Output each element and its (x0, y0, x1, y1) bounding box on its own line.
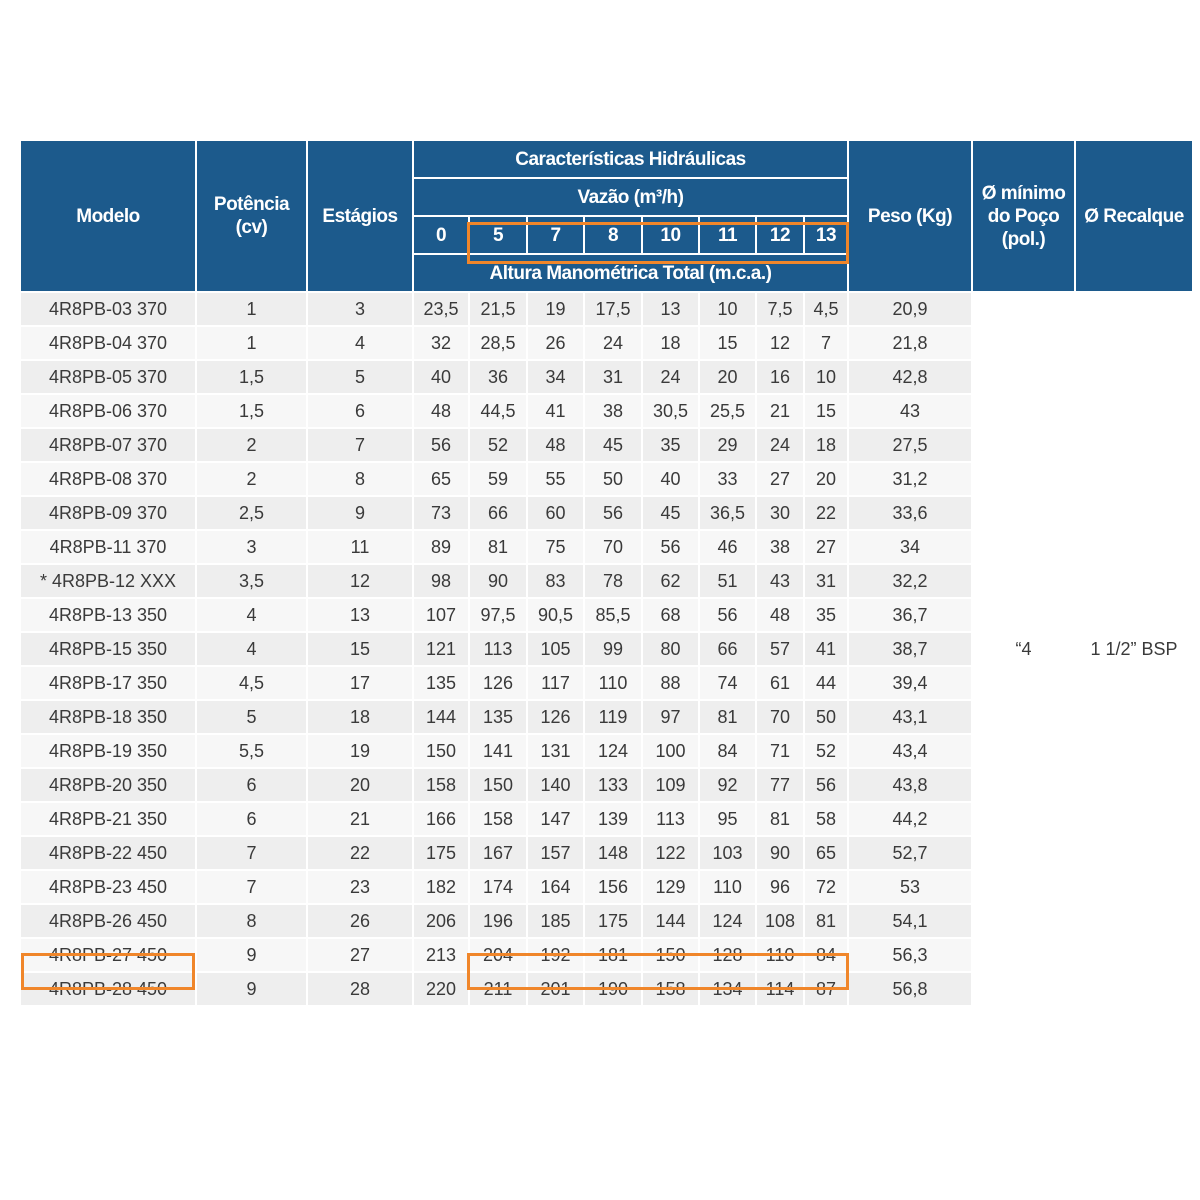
cell-head: 148 (584, 836, 642, 870)
cell-peso: 36,7 (848, 598, 972, 632)
cell-peso: 43,1 (848, 700, 972, 734)
cell-head: 109 (642, 768, 699, 802)
cell-head: 80 (642, 632, 699, 666)
cell-head: 20 (804, 462, 848, 496)
flow-header: 13 (804, 216, 848, 254)
cell-head: 150 (469, 768, 527, 802)
cell-head: 110 (699, 870, 756, 904)
cell-peso: 34 (848, 530, 972, 564)
cell-head: 21,5 (469, 292, 527, 326)
cell-head: 27 (756, 462, 804, 496)
cell-head: 96 (756, 870, 804, 904)
cell-head: 33 (699, 462, 756, 496)
cell-poco-minimo: “4 (972, 292, 1075, 1006)
cell-peso: 44,2 (848, 802, 972, 836)
cell-potencia: 5 (196, 700, 307, 734)
cell-potencia: 1 (196, 326, 307, 360)
cell-modelo: 4R8PB-15 350 (20, 632, 196, 666)
cell-estagios: 15 (307, 632, 413, 666)
cell-peso: 21,8 (848, 326, 972, 360)
cell-head: 56 (804, 768, 848, 802)
flow-header: 10 (642, 216, 699, 254)
cell-head: 133 (584, 768, 642, 802)
cell-potencia: 1 (196, 292, 307, 326)
cell-head: 29 (699, 428, 756, 462)
cell-head: 56 (699, 598, 756, 632)
header-potencia: Potência (cv) (196, 140, 307, 292)
cell-estagios: 28 (307, 972, 413, 1006)
cell-head: 26 (527, 326, 584, 360)
cell-head: 126 (469, 666, 527, 700)
cell-peso: 54,1 (848, 904, 972, 938)
cell-head: 144 (642, 904, 699, 938)
cell-head: 21 (756, 394, 804, 428)
cell-head: 135 (413, 666, 469, 700)
cell-head: 141 (469, 734, 527, 768)
cell-potencia: 4 (196, 598, 307, 632)
cell-head: 12 (756, 326, 804, 360)
cell-head: 32 (413, 326, 469, 360)
cell-potencia: 6 (196, 768, 307, 802)
cell-head: 78 (584, 564, 642, 598)
cell-head: 52 (469, 428, 527, 462)
cell-head: 41 (527, 394, 584, 428)
cell-head: 175 (584, 904, 642, 938)
cell-peso: 20,9 (848, 292, 972, 326)
cell-potencia: 4 (196, 632, 307, 666)
cell-head: 27 (804, 530, 848, 564)
cell-head: 46 (699, 530, 756, 564)
cell-head: 75 (527, 530, 584, 564)
cell-modelo: 4R8PB-17 350 (20, 666, 196, 700)
cell-head: 95 (699, 802, 756, 836)
cell-head: 90,5 (527, 598, 584, 632)
cell-potencia: 6 (196, 802, 307, 836)
cell-head: 206 (413, 904, 469, 938)
cell-head: 181 (584, 938, 642, 972)
cell-estagios: 21 (307, 802, 413, 836)
header-recalque: Ø Recalque (1075, 140, 1193, 292)
cell-estagios: 9 (307, 496, 413, 530)
cell-head: 192 (527, 938, 584, 972)
cell-head: 167 (469, 836, 527, 870)
cell-head: 62 (642, 564, 699, 598)
cell-head: 56 (584, 496, 642, 530)
cell-modelo: 4R8PB-27 450 (20, 938, 196, 972)
cell-head: 50 (804, 700, 848, 734)
header-peso: Peso (Kg) (848, 140, 972, 292)
cell-head: 48 (413, 394, 469, 428)
cell-head: 126 (527, 700, 584, 734)
cell-head: 58 (804, 802, 848, 836)
cell-modelo: 4R8PB-05 370 (20, 360, 196, 394)
cell-head: 28,5 (469, 326, 527, 360)
flow-header: 7 (527, 216, 584, 254)
cell-potencia: 7 (196, 836, 307, 870)
cell-peso: 31,2 (848, 462, 972, 496)
header-estagios: Estágios (307, 140, 413, 292)
cell-head: 40 (642, 462, 699, 496)
cell-head: 129 (642, 870, 699, 904)
cell-potencia: 1,5 (196, 394, 307, 428)
cell-head: 83 (527, 564, 584, 598)
cell-modelo: 4R8PB-11 370 (20, 530, 196, 564)
cell-head: 128 (699, 938, 756, 972)
cell-head: 24 (584, 326, 642, 360)
cell-modelo: 4R8PB-18 350 (20, 700, 196, 734)
cell-head: 81 (804, 904, 848, 938)
pump-spec-table (19, 139, 1194, 1007)
cell-head: 18 (804, 428, 848, 462)
cell-head: 10 (699, 292, 756, 326)
cell-head: 56 (413, 428, 469, 462)
cell-potencia: 3,5 (196, 564, 307, 598)
flow-header: 12 (756, 216, 804, 254)
cell-head: 36,5 (699, 496, 756, 530)
cell-head: 97,5 (469, 598, 527, 632)
cell-head: 57 (756, 632, 804, 666)
cell-head: 38 (756, 530, 804, 564)
cell-head: 44,5 (469, 394, 527, 428)
cell-estagios: 20 (307, 768, 413, 802)
cell-head: 10 (804, 360, 848, 394)
cell-head: 34 (527, 360, 584, 394)
cell-estagios: 19 (307, 734, 413, 768)
cell-peso: 56,8 (848, 972, 972, 1006)
cell-head: 35 (804, 598, 848, 632)
flow-header: 11 (699, 216, 756, 254)
cell-head: 56 (642, 530, 699, 564)
cell-head: 16 (756, 360, 804, 394)
cell-head: 35 (642, 428, 699, 462)
cell-modelo: 4R8PB-08 370 (20, 462, 196, 496)
cell-head: 65 (413, 462, 469, 496)
cell-head: 23,5 (413, 292, 469, 326)
cell-head: 144 (413, 700, 469, 734)
header-poco: Ø mínimo do Poço (pol.) (972, 140, 1075, 292)
flow-header: 5 (469, 216, 527, 254)
cell-head: 107 (413, 598, 469, 632)
flow-header: 0 (413, 216, 469, 254)
cell-head: 156 (584, 870, 642, 904)
cell-head: 100 (642, 734, 699, 768)
cell-head: 114 (756, 972, 804, 1006)
cell-head: 77 (756, 768, 804, 802)
cell-head: 121 (413, 632, 469, 666)
cell-head: 66 (699, 632, 756, 666)
cell-modelo: 4R8PB-09 370 (20, 496, 196, 530)
cell-head: 158 (469, 802, 527, 836)
cell-head: 175 (413, 836, 469, 870)
cell-peso: 43 (848, 394, 972, 428)
cell-head: 70 (584, 530, 642, 564)
cell-peso: 56,3 (848, 938, 972, 972)
cell-head: 36 (469, 360, 527, 394)
cell-head: 81 (469, 530, 527, 564)
cell-head: 139 (584, 802, 642, 836)
cell-potencia: 2 (196, 462, 307, 496)
cell-head: 61 (756, 666, 804, 700)
cell-head: 211 (469, 972, 527, 1006)
cell-head: 72 (804, 870, 848, 904)
cell-peso: 27,5 (848, 428, 972, 462)
cell-modelo: 4R8PB-07 370 (20, 428, 196, 462)
cell-head: 98 (413, 564, 469, 598)
cell-peso: 38,7 (848, 632, 972, 666)
cell-head: 110 (584, 666, 642, 700)
cell-head: 124 (699, 904, 756, 938)
cell-head: 158 (642, 972, 699, 1006)
cell-head: 48 (756, 598, 804, 632)
cell-head: 182 (413, 870, 469, 904)
cell-head: 122 (642, 836, 699, 870)
cell-head: 41 (804, 632, 848, 666)
cell-modelo: 4R8PB-22 450 (20, 836, 196, 870)
cell-head: 81 (699, 700, 756, 734)
table-row (20, 292, 1193, 326)
cell-head: 44 (804, 666, 848, 700)
cell-head: 157 (527, 836, 584, 870)
cell-head: 45 (584, 428, 642, 462)
cell-head: 88 (642, 666, 699, 700)
cell-head: 84 (804, 938, 848, 972)
cell-potencia: 5,5 (196, 734, 307, 768)
header-altura: Altura Manométrica Total (m.c.a.) (413, 254, 848, 292)
cell-head: 124 (584, 734, 642, 768)
cell-head: 43 (756, 564, 804, 598)
header-caracteristicas: Características Hidráulicas (413, 140, 848, 178)
cell-potencia: 9 (196, 938, 307, 972)
cell-peso: 39,4 (848, 666, 972, 700)
cell-head: 150 (642, 938, 699, 972)
cell-estagios: 3 (307, 292, 413, 326)
cell-peso: 52,7 (848, 836, 972, 870)
cell-modelo: 4R8PB-04 370 (20, 326, 196, 360)
cell-head: 201 (527, 972, 584, 1006)
cell-head: 220 (413, 972, 469, 1006)
cell-potencia: 4,5 (196, 666, 307, 700)
cell-head: 131 (527, 734, 584, 768)
cell-peso: 33,6 (848, 496, 972, 530)
cell-head: 213 (413, 938, 469, 972)
cell-head: 70 (756, 700, 804, 734)
cell-modelo: 4R8PB-26 450 (20, 904, 196, 938)
cell-peso: 42,8 (848, 360, 972, 394)
cell-head: 185 (527, 904, 584, 938)
cell-head: 4,5 (804, 292, 848, 326)
cell-head: 52 (804, 734, 848, 768)
cell-head: 60 (527, 496, 584, 530)
cell-modelo: 4R8PB-03 370 (20, 292, 196, 326)
cell-head: 73 (413, 496, 469, 530)
cell-estagios: 17 (307, 666, 413, 700)
cell-head: 135 (469, 700, 527, 734)
cell-head: 13 (642, 292, 699, 326)
cell-head: 204 (469, 938, 527, 972)
cell-estagios: 8 (307, 462, 413, 496)
cell-recalque: 1 1/2” BSP (1075, 292, 1193, 1006)
cell-head: 38 (584, 394, 642, 428)
cell-potencia: 2,5 (196, 496, 307, 530)
cell-peso: 43,8 (848, 768, 972, 802)
cell-modelo: 4R8PB-28 450 (20, 972, 196, 1006)
cell-head: 84 (699, 734, 756, 768)
cell-modelo: 4R8PB-23 450 (20, 870, 196, 904)
cell-head: 85,5 (584, 598, 642, 632)
cell-peso: 32,2 (848, 564, 972, 598)
cell-modelo: * 4R8PB-12 XXX (20, 564, 196, 598)
cell-head: 196 (469, 904, 527, 938)
cell-estagios: 26 (307, 904, 413, 938)
cell-head: 134 (699, 972, 756, 1006)
cell-head: 147 (527, 802, 584, 836)
cell-head: 17,5 (584, 292, 642, 326)
cell-head: 55 (527, 462, 584, 496)
cell-head: 190 (584, 972, 642, 1006)
cell-head: 113 (642, 802, 699, 836)
cell-head: 89 (413, 530, 469, 564)
cell-estagios: 27 (307, 938, 413, 972)
cell-head: 140 (527, 768, 584, 802)
cell-head: 119 (584, 700, 642, 734)
cell-head: 18 (642, 326, 699, 360)
cell-modelo: 4R8PB-13 350 (20, 598, 196, 632)
cell-head: 103 (699, 836, 756, 870)
cell-head: 87 (804, 972, 848, 1006)
cell-estagios: 11 (307, 530, 413, 564)
cell-head: 71 (756, 734, 804, 768)
cell-head: 24 (756, 428, 804, 462)
cell-head: 68 (642, 598, 699, 632)
cell-head: 166 (413, 802, 469, 836)
cell-head: 40 (413, 360, 469, 394)
cell-estagios: 7 (307, 428, 413, 462)
cell-peso: 43,4 (848, 734, 972, 768)
cell-modelo: 4R8PB-21 350 (20, 802, 196, 836)
cell-estagios: 4 (307, 326, 413, 360)
cell-head: 105 (527, 632, 584, 666)
cell-head: 74 (699, 666, 756, 700)
cell-potencia: 1,5 (196, 360, 307, 394)
cell-estagios: 22 (307, 836, 413, 870)
cell-modelo: 4R8PB-06 370 (20, 394, 196, 428)
header-modelo: Modelo (20, 140, 196, 292)
cell-head: 31 (804, 564, 848, 598)
cell-head: 24 (642, 360, 699, 394)
cell-head: 30 (756, 496, 804, 530)
cell-head: 164 (527, 870, 584, 904)
cell-head: 110 (756, 938, 804, 972)
cell-head: 92 (699, 768, 756, 802)
cell-head: 48 (527, 428, 584, 462)
cell-head: 31 (584, 360, 642, 394)
cell-head: 158 (413, 768, 469, 802)
cell-head: 117 (527, 666, 584, 700)
cell-head: 90 (756, 836, 804, 870)
cell-head: 174 (469, 870, 527, 904)
cell-head: 150 (413, 734, 469, 768)
cell-potencia: 8 (196, 904, 307, 938)
cell-head: 15 (804, 394, 848, 428)
cell-head: 30,5 (642, 394, 699, 428)
cell-estagios: 13 (307, 598, 413, 632)
cell-estagios: 12 (307, 564, 413, 598)
cell-modelo: 4R8PB-19 350 (20, 734, 196, 768)
cell-head: 66 (469, 496, 527, 530)
cell-potencia: 2 (196, 428, 307, 462)
cell-head: 20 (699, 360, 756, 394)
cell-head: 25,5 (699, 394, 756, 428)
cell-peso: 53 (848, 870, 972, 904)
cell-potencia: 3 (196, 530, 307, 564)
cell-head: 50 (584, 462, 642, 496)
cell-estagios: 5 (307, 360, 413, 394)
cell-head: 51 (699, 564, 756, 598)
cell-potencia: 7 (196, 870, 307, 904)
cell-head: 45 (642, 496, 699, 530)
cell-head: 108 (756, 904, 804, 938)
cell-head: 97 (642, 700, 699, 734)
cell-head: 81 (756, 802, 804, 836)
cell-estagios: 6 (307, 394, 413, 428)
cell-estagios: 23 (307, 870, 413, 904)
cell-head: 19 (527, 292, 584, 326)
cell-estagios: 18 (307, 700, 413, 734)
cell-head: 90 (469, 564, 527, 598)
cell-head: 22 (804, 496, 848, 530)
cell-head: 59 (469, 462, 527, 496)
flow-header: 8 (584, 216, 642, 254)
cell-head: 65 (804, 836, 848, 870)
header-vazao: Vazão (m³/h) (413, 178, 848, 216)
cell-head: 7 (804, 326, 848, 360)
cell-modelo: 4R8PB-20 350 (20, 768, 196, 802)
cell-head: 15 (699, 326, 756, 360)
cell-head: 7,5 (756, 292, 804, 326)
cell-head: 99 (584, 632, 642, 666)
cell-head: 113 (469, 632, 527, 666)
cell-potencia: 9 (196, 972, 307, 1006)
